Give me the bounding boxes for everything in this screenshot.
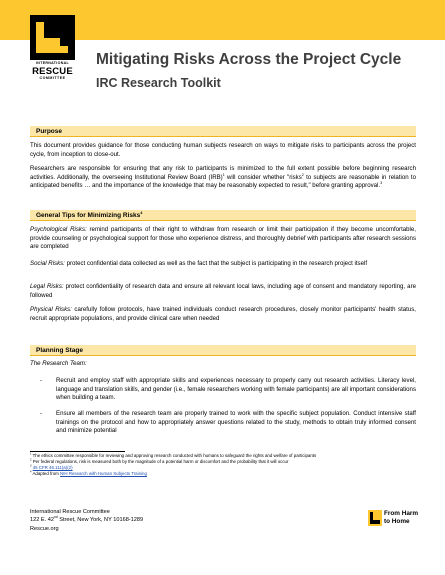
purpose-heading-text: Purpose	[36, 128, 63, 135]
footnote-4-number: 4	[30, 470, 32, 474]
research-team-label	[30, 360, 416, 369]
bullet-dash: -	[40, 410, 43, 417]
footnote-2-number: 2	[30, 458, 32, 462]
footer-street-rest: Street, New York, NY 10168-1289	[57, 517, 144, 524]
tip-social-label: Social Risks:	[30, 260, 65, 267]
logo-line-rescue: RESCUE	[32, 65, 73, 77]
purpose-paragraph-1: This document provides guidance for those conducting human subjects research on ways to mitigate risks to participants across the project cycle, from inception to close-out.	[30, 142, 416, 158]
footnotes	[30, 453, 416, 477]
purpose-p2-part-b: will consider whether "risks	[224, 173, 302, 181]
footer-street	[30, 516, 143, 524]
tip-legal-text: protect confidentiality of research data and ensure all relevant local laws, including age of consent and mandatory reporting, are followed	[30, 283, 416, 299]
research-team-label-text: The Research Team:	[30, 360, 87, 367]
tips-heading-text: General Tips for Minimizing Risks	[36, 212, 141, 219]
footnote-1-number: 1	[30, 452, 32, 456]
tip-psychological-label: Psychological Risks:	[30, 226, 87, 233]
footnote-2-text: Per federal regulations, risk is measured both by the magnitude of a potential harm or discomfort and the probability that it will occur	[31, 459, 289, 465]
logo-line-committee: COMMITTEE	[39, 76, 66, 81]
footnote-ref-3: 3	[380, 181, 383, 186]
tip-social-text: protect confidential data collected as well as the fact that the subject is participating in the research project itself	[64, 260, 368, 267]
list-item	[30, 377, 416, 403]
footnote-divider	[30, 451, 125, 452]
page-header	[0, 0, 445, 120]
tip-legal-risks	[30, 283, 416, 300]
footnote-ref-4: 4	[140, 209, 143, 215]
tip-physical-label: Physical Risks:	[30, 306, 72, 313]
section-heading-planning-stage	[30, 345, 416, 356]
footnote-4-prefix: Adapted from	[31, 471, 61, 477]
tagline-line-2: to Home	[384, 518, 410, 525]
planning-heading-text: Planning Stage	[36, 347, 83, 354]
tip-psychological-risks	[30, 226, 416, 252]
footer-street-number: 122 E. 42	[30, 517, 54, 524]
bullet-dash: -	[40, 377, 43, 384]
footer-address	[30, 508, 143, 533]
bullet-text: Recruit and employ staff with appropriate skills and experiences necessary to properly carry out research activities. Literacy level, language and translation skills, and gender (i.e., female researchers working with female participants) are all important considerations when building a team.	[56, 377, 416, 402]
footer-street-suffix: nd	[53, 515, 58, 520]
purpose-paragraph-2	[30, 165, 416, 191]
bullet-text: Ensure all members of the research team are properly trained to work with the specific subject population. Conduct intensive staff trainings on the protocol and how to appropriately answer questions related to the study, methods to obtain truly informed consent and minimize potential	[56, 410, 416, 435]
purpose-p2-part-c: to subjects are reasonable in relation to anticipated benefits … and the importance of the knowledge that may be reasonably expected to result," before granting approval.	[30, 173, 417, 190]
tip-psychological-text: remind participants of their right to withdraw from research or limit their participation if they become uncomfortable, provide counseling or psychological support for those who experience distress, and thoroughly debrief with participants after research sessions are completed	[30, 226, 416, 251]
irc-logo-wordmark	[30, 62, 75, 81]
from-harm-to-home-tagline	[384, 510, 418, 526]
footnote-ref-2: 2	[301, 172, 304, 177]
footnote-4	[30, 471, 416, 477]
section-heading-purpose	[30, 126, 416, 137]
logo-line-international: INTERNATIONAL	[36, 61, 69, 65]
footer-website[interactable]: Rescue.org	[30, 525, 59, 532]
footnote-ref-1: 1	[222, 172, 225, 177]
footnote-4-link[interactable]: NIH Research with Human Subjects Training	[60, 471, 147, 477]
tip-physical-text: carefully follow protocols, have trained individuals conduct research procedures, closely monitor participants' health status, recruit appropriate populations, and provide clinical care when needed	[30, 306, 416, 322]
purpose-p2-part-a: Researchers are responsible for ensuring that any risk to participants is minimized to the full extent possible before beginning research activities. Additionally, the overseeing Institutional Review Board (IRB)	[30, 165, 416, 181]
from-harm-to-home-icon	[368, 510, 382, 526]
footnote-3-number: 3	[30, 464, 32, 468]
irc-logo-icon	[30, 15, 75, 60]
page-title: Mitigating Risks Across the Project Cycle	[96, 51, 402, 68]
tagline-line-1: From Harm	[384, 510, 419, 517]
tip-physical-risks	[30, 306, 416, 323]
footnote-1-text: The ethics committee responsible for reviewing and approving research conducted with humans to safeguard the rights and welfare of participants	[31, 453, 317, 458]
footnote-3-link[interactable]: 45 CFR 46.111(a)(2)	[32, 465, 73, 471]
from-harm-to-home-logo	[368, 508, 419, 538]
tip-social-risks	[30, 260, 416, 269]
page-subtitle: IRC Research Toolkit	[96, 76, 221, 90]
tip-legal-label: Legal Risks:	[30, 283, 64, 290]
list-item	[30, 410, 416, 436]
section-heading-general-tips	[30, 210, 416, 221]
footer-org-name: International Rescue Committee	[30, 509, 110, 515]
